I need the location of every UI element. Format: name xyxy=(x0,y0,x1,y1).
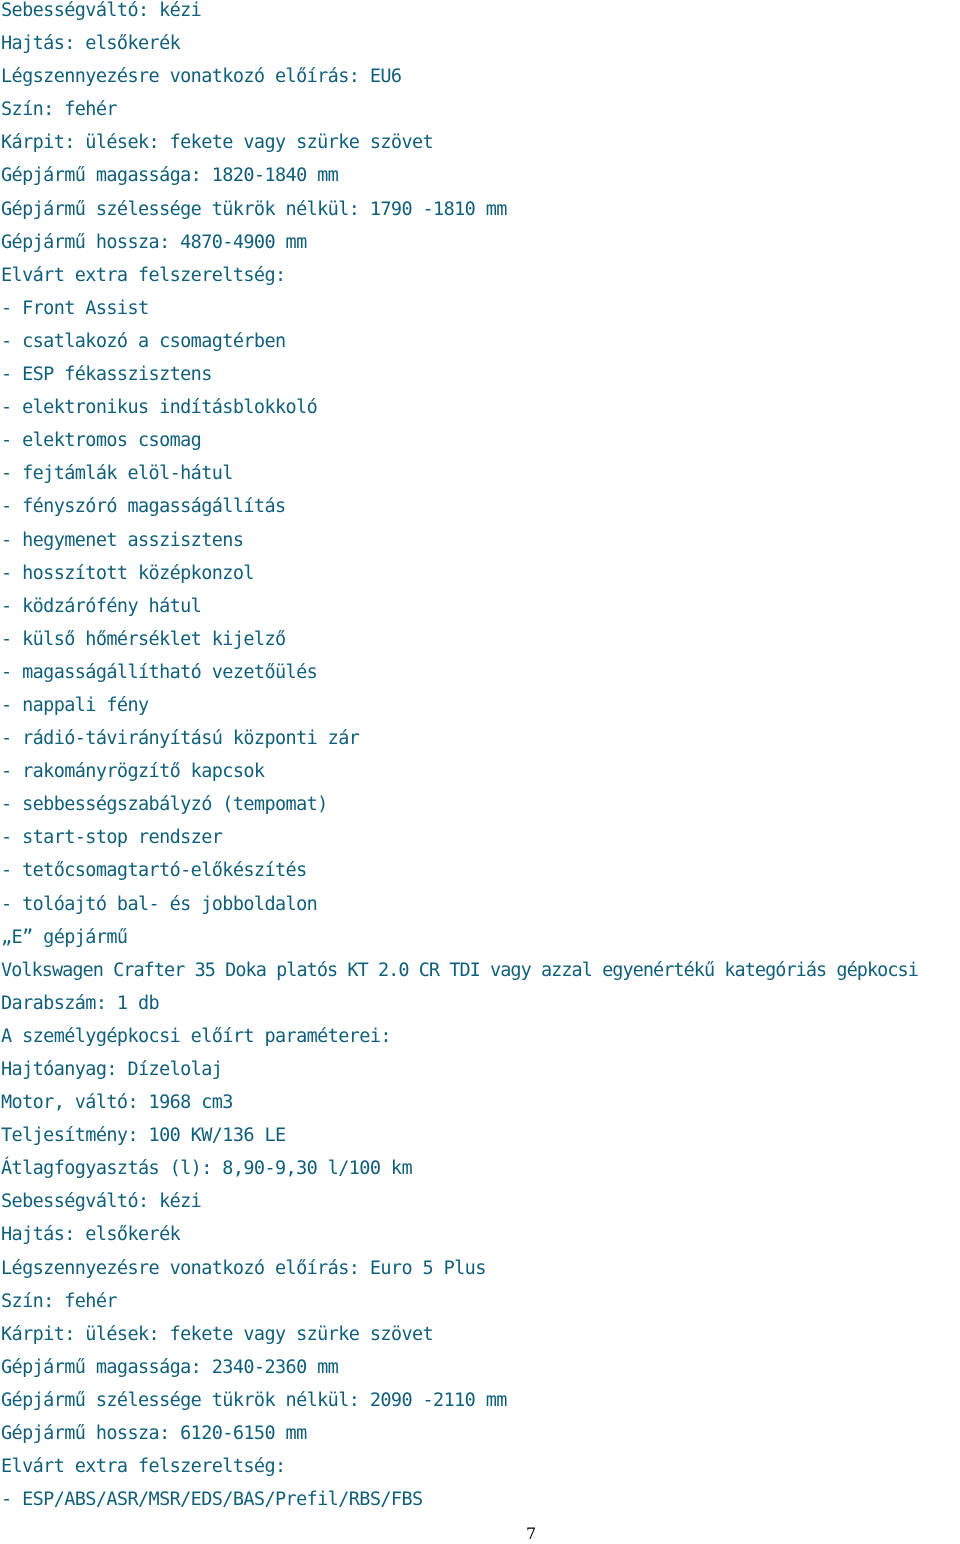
list-item: - külső hőmérséklet kijelző xyxy=(1,628,286,650)
section-heading: Elvárt extra felszereltség: xyxy=(1,1456,286,1478)
text-line: Szín: fehér xyxy=(1,99,117,121)
text-line: Darabszám: 1 db xyxy=(1,992,160,1014)
text-line: Gépjármű szélessége tükrök nélkül: 2090 -2110 mm xyxy=(1,1389,507,1411)
text-line: Szín: fehér xyxy=(1,1290,117,1312)
text-line: Hajtás: elsőkerék xyxy=(1,33,181,55)
text-line: Motor, váltó: 1968 cm3 xyxy=(1,1092,233,1114)
text-line: Gépjármű hossza: 6120-6150 mm xyxy=(1,1423,307,1445)
list-item: - ködzárófény hátul xyxy=(1,595,202,617)
section-heading: A személygépkocsi előírt paraméterei: xyxy=(1,1025,391,1047)
list-item: - Front Assist xyxy=(1,297,149,319)
list-item: - csatlakozó a csomagtérben xyxy=(1,330,286,352)
list-item: - rakományrögzítő kapcsok xyxy=(1,761,265,783)
text-line: Sebességváltó: kézi xyxy=(1,0,202,21)
list-item: - ESP fékasszisztens xyxy=(1,364,212,386)
list-item: - hegymenet asszisztens xyxy=(1,529,244,551)
section-heading: Elvárt extra felszereltség: xyxy=(1,264,286,286)
list-item: - tolóajtó bal- és jobboldalon xyxy=(1,893,318,915)
list-item: - ESP/ABS/ASR/MSR/EDS/BAS/Prefil/RBS/FBS xyxy=(1,1489,423,1511)
page-number: 7 xyxy=(526,1524,537,1543)
text-line: Gépjármű szélessége tükrök nélkül: 1790 -1810 mm xyxy=(1,198,507,220)
vehicle-heading: „E” gépjármű xyxy=(1,926,128,948)
text-line: Átlagfogyasztás (l): 8,90-9,30 l/100 km xyxy=(1,1158,412,1180)
text-line: Hajtóanyag: Dízelolaj xyxy=(1,1059,223,1080)
list-item: - tetőcsomagtartó-előkészítés xyxy=(1,860,307,882)
text-line: Kárpit: ülések: fekete vagy szürke szövet xyxy=(1,132,434,154)
vehicle-model: Volkswagen Crafter 35 Doka platós KT 2.0 CR TDI vagy azzal egyenértékű kategóriás gépkocsi xyxy=(1,959,918,981)
text-line: Gépjármű magassága: 1820-1840 mm xyxy=(1,165,339,187)
list-item: - magasságállítható vezetőülés xyxy=(1,661,318,683)
list-item: - elektromos csomag xyxy=(1,430,202,452)
list-item: - fejtámlák elöl-hátul xyxy=(1,463,233,485)
text-line: Légszennyezésre vonatkozó előírás: EU6 xyxy=(1,66,402,88)
document-body xyxy=(1,0,959,1516)
text-line: Gépjármű hossza: 4870-4900 mm xyxy=(1,231,307,253)
text-line: Hajtás: elsőkerék xyxy=(1,1224,181,1246)
text-line: Gépjármű magassága: 2340-2360 mm xyxy=(1,1356,339,1378)
text-line: Sebességváltó: kézi xyxy=(1,1191,202,1213)
list-item: - rádió-távirányítású központi zár xyxy=(1,728,360,750)
list-item: - fényszóró magasságállítás xyxy=(1,496,286,518)
list-item: - sebbességszabályzó (tempomat) xyxy=(1,794,328,816)
list-item: - elektronikus indításblokkoló xyxy=(1,397,318,419)
list-item: - hosszított középkonzol xyxy=(1,562,254,584)
text-line: Teljesítmény: 100 KW/136 LE xyxy=(1,1125,286,1147)
list-item: - start-stop rendszer xyxy=(1,827,223,849)
text-line: Légszennyezésre vonatkozó előírás: Euro 5 Plus xyxy=(1,1257,486,1279)
text-line: Kárpit: ülések: fekete vagy szürke szövet xyxy=(1,1323,434,1345)
list-item: - nappali fény xyxy=(1,694,149,716)
